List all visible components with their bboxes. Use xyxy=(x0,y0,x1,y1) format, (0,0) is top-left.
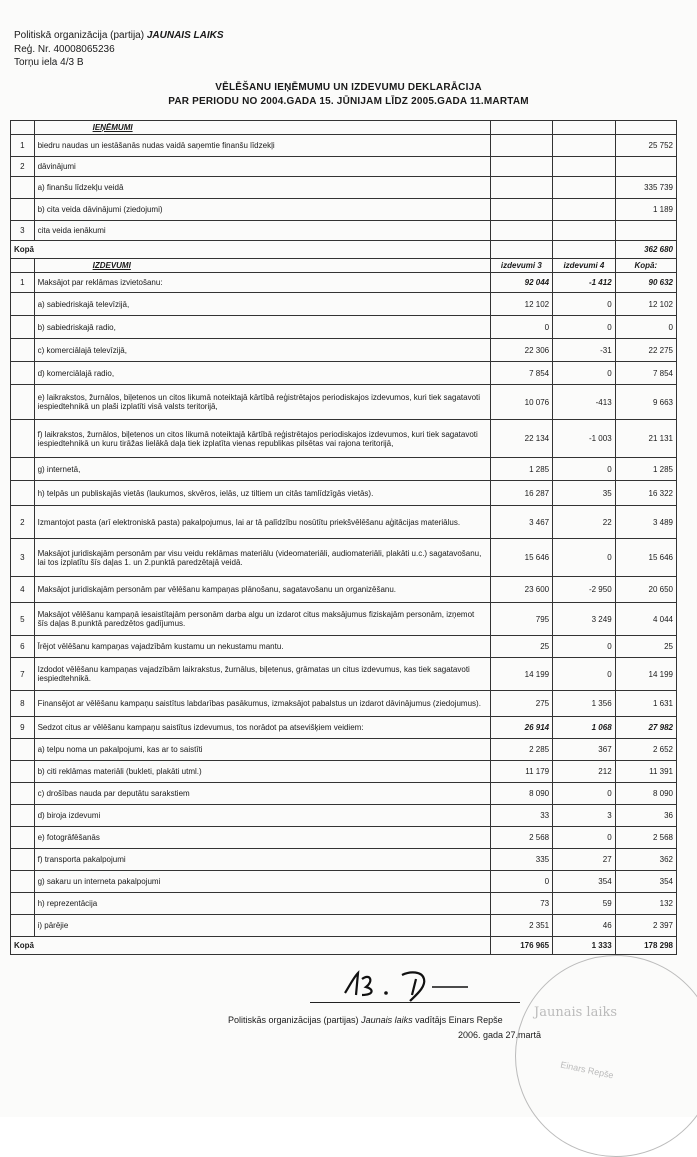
row-value-a: 2 351 xyxy=(490,915,553,937)
row-number xyxy=(11,177,35,199)
row-label: Izmantojot pasta (arī elektroniskā pasta) pakalpojumus, lai ar tā palīdzību nosūtītu priekšvēlēšanu aģitācijas materiālus. xyxy=(34,506,490,539)
row-number: 5 xyxy=(11,603,35,636)
expense-row xyxy=(11,481,677,506)
row-value-c: 132 xyxy=(615,893,676,915)
row-number xyxy=(11,293,35,316)
row-number: 2 xyxy=(11,157,35,177)
row-label: e) laikrakstos, žurnālos, biļetenos un citos likumā noteiktajā kārtībā reģistrētajos periodiskajos izdevumos, kuri tiek sagatavoti iespiedtehnikā un plaši izplatīti visā valsts teritorijā, xyxy=(34,385,490,420)
row-value-c: 21 131 xyxy=(615,420,676,458)
row-value-b: 46 xyxy=(553,915,616,937)
expense-row xyxy=(11,385,677,420)
row-label: b) cita veida dāvinājumi (ziedojumi) xyxy=(34,199,490,221)
row-number xyxy=(11,849,35,871)
row-number xyxy=(11,827,35,849)
expense-row xyxy=(11,783,677,805)
signature-date: 2006. gada 27.martā xyxy=(458,1030,542,1040)
income-row xyxy=(11,199,677,221)
row-value-b: -31 xyxy=(553,339,616,362)
row-value-b: 212 xyxy=(553,761,616,783)
row-value-b: 1 356 xyxy=(553,691,616,717)
row-value-c: 2 652 xyxy=(615,739,676,761)
row-value-b: 367 xyxy=(553,739,616,761)
row-value-b: 59 xyxy=(553,893,616,915)
row-value-c: 36 xyxy=(615,805,676,827)
stamp-circle xyxy=(515,955,697,1157)
row-value-a: 795 xyxy=(490,603,553,636)
row-value-b: 22 xyxy=(553,506,616,539)
expense-row xyxy=(11,603,677,636)
expense-row xyxy=(11,805,677,827)
row-label: g) internetā, xyxy=(34,458,490,481)
expense-row xyxy=(11,539,677,577)
expenses-section xyxy=(11,273,677,937)
row-number: 3 xyxy=(11,539,35,577)
row-value-c: 25 xyxy=(615,636,676,658)
row-value-b: 0 xyxy=(553,827,616,849)
expense-row xyxy=(11,871,677,893)
expense-row xyxy=(11,915,677,937)
col-kopa: Kopā: xyxy=(615,259,676,273)
row-value-b: 1 068 xyxy=(553,717,616,739)
row-number: 3 xyxy=(11,221,35,241)
row-value-c: 1 631 xyxy=(615,691,676,717)
row-number: 1 xyxy=(11,273,35,293)
expenses-heading-row xyxy=(11,259,677,273)
expenses-total-c: 178 298 xyxy=(615,937,676,955)
signer-prefix: Politiskās organizācijas (partijas) xyxy=(228,1015,359,1025)
expenses-total-a: 176 965 xyxy=(490,937,553,955)
row-value-c: 20 650 xyxy=(615,577,676,603)
row-value-c: 8 090 xyxy=(615,783,676,805)
expense-row xyxy=(11,458,677,481)
row-number: 4 xyxy=(11,577,35,603)
stamp-sub-text: Einars Repše xyxy=(559,1059,615,1081)
row-number: 2 xyxy=(11,506,35,539)
row-value-c: 2 568 xyxy=(615,827,676,849)
row-label: h) telpās un publiskajās vietās (laukumos, skvēros, ielās, uz tiltiem un citās tamlīdzīgās vietās). xyxy=(34,481,490,506)
row-value-b: 354 xyxy=(553,871,616,893)
org-prefix: Politiskā organizācija (partija) xyxy=(14,30,145,41)
row-number: 6 xyxy=(11,636,35,658)
signer-org: Jaunais laiks xyxy=(361,1015,413,1025)
row-number xyxy=(11,458,35,481)
row-number xyxy=(11,761,35,783)
row-value-c: 15 646 xyxy=(615,539,676,577)
row-value-a: 3 467 xyxy=(490,506,553,539)
row-value-a: 11 179 xyxy=(490,761,553,783)
row-label: Finansējot ar vēlēšanu kampaņu saistītus labdarības pasākumus, izmaksājot pabalstus un izdarot dāvinājumus (ziedojumus). xyxy=(34,691,490,717)
row-value-a: 2 285 xyxy=(490,739,553,761)
income-heading-row xyxy=(11,121,677,135)
expense-row xyxy=(11,827,677,849)
row-value-b: 3 xyxy=(553,805,616,827)
row-value-b: 0 xyxy=(553,539,616,577)
income-total-label: Kopā xyxy=(11,241,491,259)
row-label: a) finanšu līdzekļu veidā xyxy=(34,177,490,199)
row-label: cita veida ienākumi xyxy=(34,221,490,241)
expenses-total-section xyxy=(11,937,677,955)
expense-row xyxy=(11,658,677,691)
row-value-c: 22 275 xyxy=(615,339,676,362)
income-total-value: 362 680 xyxy=(615,241,676,259)
row-value-a: 16 287 xyxy=(490,481,553,506)
row-number xyxy=(11,199,35,221)
row-value-b: 27 xyxy=(553,849,616,871)
row-total: 25 752 xyxy=(615,135,676,157)
expense-row xyxy=(11,761,677,783)
row-value-b: 35 xyxy=(553,481,616,506)
row-label: Maksājot par reklāmas izvietošanu: xyxy=(34,273,490,293)
row-label: c) drošības nauda par deputātu sarakstiem xyxy=(34,783,490,805)
row-label: c) komerciālajā televīzijā, xyxy=(34,339,490,362)
row-value-a: 12 102 xyxy=(490,293,553,316)
row-total: 1 189 xyxy=(615,199,676,221)
org-name: JAUNAIS LAIKS xyxy=(146,30,224,41)
row-label: biedru naudas un iestāšanās nudas vaidā saņemtie finanšu līdzekļi xyxy=(34,135,490,157)
row-number xyxy=(11,871,35,893)
row-number xyxy=(11,420,35,458)
row-value-b: 0 xyxy=(553,362,616,385)
row-value-b: 0 xyxy=(553,658,616,691)
expense-row xyxy=(11,293,677,316)
row-value-a: 10 076 xyxy=(490,385,553,420)
row-value-c: 7 854 xyxy=(615,362,676,385)
row-value-c: 362 xyxy=(615,849,676,871)
row-label: a) sabiedriskajā televīzijā, xyxy=(34,293,490,316)
row-value-a: 8 090 xyxy=(490,783,553,805)
row-label: d) biroja izdevumi xyxy=(34,805,490,827)
row-number xyxy=(11,915,35,937)
row-number xyxy=(11,783,35,805)
row-label: g) sakaru un interneta pakalpojumi xyxy=(34,871,490,893)
signature-line xyxy=(310,1002,520,1003)
row-value-b: 0 xyxy=(553,458,616,481)
row-value-c: 354 xyxy=(615,871,676,893)
row-value-c: 14 199 xyxy=(615,658,676,691)
row-total xyxy=(615,221,676,241)
row-value-b: -1 412 xyxy=(553,273,616,293)
income-row xyxy=(11,221,677,241)
expense-row xyxy=(11,739,677,761)
row-label: b) citi reklāmas materiāli (bukleti, plakāti utml.) xyxy=(34,761,490,783)
row-value-a: 33 xyxy=(490,805,553,827)
reg-number: Reģ. Nr. 40008065236 xyxy=(14,44,115,55)
row-value-c: 27 982 xyxy=(615,717,676,739)
row-value-b: 3 249 xyxy=(553,603,616,636)
expense-row xyxy=(11,506,677,539)
address: Torņu iela 4/3 B xyxy=(14,57,84,68)
row-value-c: 3 489 xyxy=(615,506,676,539)
row-value-a: 0 xyxy=(490,871,553,893)
row-label: i) pārējie xyxy=(34,915,490,937)
signer-line xyxy=(228,1015,503,1025)
row-value-a: 26 914 xyxy=(490,717,553,739)
declaration-table xyxy=(10,120,677,955)
row-value-a: 14 199 xyxy=(490,658,553,691)
row-number: 9 xyxy=(11,717,35,739)
expense-row xyxy=(11,339,677,362)
expense-row xyxy=(11,316,677,339)
income-row xyxy=(11,135,677,157)
expense-row xyxy=(11,717,677,739)
handwritten-signature xyxy=(340,965,470,1005)
row-label: f) laikrakstos, žurnālos, biļetenos un citos likumā noteiktajā kārtībā reģistrētajos periodiskajos izdevumos, kuri tiek sagatavoti iespiedtehnikā un kuru tirāžas lielākā daļa tiek izplatīta vienas republikas pilsētas vai rajona teritorijā, xyxy=(34,420,490,458)
stamp-text: Jaunais laiks xyxy=(534,1005,618,1020)
row-value-b: 0 xyxy=(553,316,616,339)
expense-row xyxy=(11,893,677,915)
expense-row xyxy=(11,273,677,293)
row-value-c: 9 663 xyxy=(615,385,676,420)
row-label: Īrējot vēlēšanu kampaņas vajadzībām kustamu un nekustamu mantu. xyxy=(34,636,490,658)
row-value-b: -1 003 xyxy=(553,420,616,458)
row-value-b: 0 xyxy=(553,636,616,658)
row-label: h) reprezentācija xyxy=(34,893,490,915)
row-value-a: 25 xyxy=(490,636,553,658)
income-total-section xyxy=(11,241,677,273)
row-value-a: 2 568 xyxy=(490,827,553,849)
row-value-b: 0 xyxy=(553,783,616,805)
row-label: Izdodot vēlēšanu kampaņas vajadzībām laikrakstus, žurnālus, biļetenus, grāmatas un citus izdevumus, kas tiek sagatavoti iespiedtehnikā. xyxy=(34,658,490,691)
expenses-total-b: 1 333 xyxy=(553,937,616,955)
expense-row xyxy=(11,420,677,458)
row-label: Sedzot citus ar vēlēšanu kampaņu saistītus izdevumus, tos norādot pa atsevišķiem veidiem: xyxy=(34,717,490,739)
expenses-heading: IZDEVUMI xyxy=(34,259,490,273)
row-value-c: 4 044 xyxy=(615,603,676,636)
col-izdevumi-4: izdevumi 4 xyxy=(553,259,616,273)
row-number xyxy=(11,481,35,506)
row-total xyxy=(615,157,676,177)
row-label: b) sabiedriskajā radio, xyxy=(34,316,490,339)
row-value-a: 7 854 xyxy=(490,362,553,385)
row-number xyxy=(11,385,35,420)
income-heading: IEŅĒMUMI xyxy=(34,121,490,135)
row-value-a: 22 306 xyxy=(490,339,553,362)
row-number xyxy=(11,339,35,362)
row-label: dāvinājumi xyxy=(34,157,490,177)
doc-title-line2: PAR PERIODU NO 2004.GADA 15. JŪNIJAM LĪDZ 2005.GADA 11.MARTAM xyxy=(168,96,529,107)
expense-row xyxy=(11,691,677,717)
expense-row xyxy=(11,577,677,603)
row-value-c: 16 322 xyxy=(615,481,676,506)
row-value-b: -413 xyxy=(553,385,616,420)
row-number xyxy=(11,739,35,761)
col-izdevumi-3: izdevumi 3 xyxy=(490,259,553,273)
row-number: 1 xyxy=(11,135,35,157)
row-value-c: 12 102 xyxy=(615,293,676,316)
row-value-c: 0 xyxy=(615,316,676,339)
income-total-row xyxy=(11,241,677,259)
row-value-a: 335 xyxy=(490,849,553,871)
row-value-b: 0 xyxy=(553,293,616,316)
row-value-a: 275 xyxy=(490,691,553,717)
expense-row xyxy=(11,849,677,871)
row-label: d) komerciālajā radio, xyxy=(34,362,490,385)
expenses-total-label: Kopā xyxy=(11,937,491,955)
expense-row xyxy=(11,362,677,385)
expenses-total-row xyxy=(11,937,677,955)
row-value-a: 73 xyxy=(490,893,553,915)
expense-row xyxy=(11,636,677,658)
org-line xyxy=(14,30,224,42)
row-number: 7 xyxy=(11,658,35,691)
row-label: Maksājot juridiskajām personām par vēlēšanu kampaņas plānošanu, sagatavošanu un organizēšanu. xyxy=(34,577,490,603)
row-value-c: 90 632 xyxy=(615,273,676,293)
row-label: e) fotogrāfēšanās xyxy=(34,827,490,849)
row-value-c: 1 285 xyxy=(615,458,676,481)
row-value-a: 22 134 xyxy=(490,420,553,458)
row-value-a: 23 600 xyxy=(490,577,553,603)
row-number xyxy=(11,362,35,385)
income-row xyxy=(11,157,677,177)
row-label: Maksājot vēlēšanu kampaņā iesaistītajām personām darba algu un izdarot citus maksājumus fiziskajām personām, izņemot šīs daļas 8.punktā paredzētos gadījumus. xyxy=(34,603,490,636)
row-value-a: 0 xyxy=(490,316,553,339)
row-label: a) telpu noma un pakalpojumi, kas ar to saistīti xyxy=(34,739,490,761)
row-number xyxy=(11,805,35,827)
row-value-a: 1 285 xyxy=(490,458,553,481)
row-value-b: -2 950 xyxy=(553,577,616,603)
row-total: 335 739 xyxy=(615,177,676,199)
signer-suffix: vadītājs Einars Repše xyxy=(415,1015,503,1025)
row-label: f) transporta pakalpojumi xyxy=(34,849,490,871)
row-value-c: 2 397 xyxy=(615,915,676,937)
income-row xyxy=(11,177,677,199)
row-value-a: 92 044 xyxy=(490,273,553,293)
row-value-c: 11 391 xyxy=(615,761,676,783)
row-label: Maksājot juridiskajām personām par visu veidu reklāmas materiālu (videomateriāli, audiomateriāli, plakāti u.c.) sagatavošanu, lai tos izplatītu šīs daļas 1. un 2.punktā paredzētajā veidā. xyxy=(34,539,490,577)
row-number xyxy=(11,316,35,339)
income-section xyxy=(11,121,677,241)
row-number xyxy=(11,893,35,915)
doc-title-line1: VĒLĒŠANU IEŅĒMUMU UN IZDEVUMU DEKLARĀCIJA xyxy=(215,82,482,93)
row-value-a: 15 646 xyxy=(490,539,553,577)
row-number: 8 xyxy=(11,691,35,717)
